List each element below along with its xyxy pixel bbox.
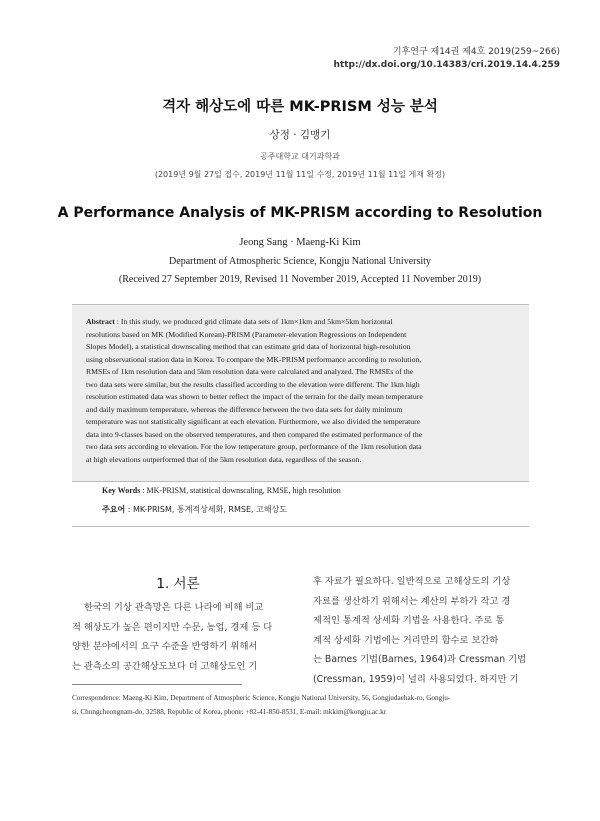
footnote-line: si, Chungcheongnam-do, 32588, Republic of Korea, phone: +82-41-850-8531, E-mail: mkkim@kongju.ac.kr bbox=[72, 708, 387, 716]
body-line: 후 자료가 필요하다. 일반적으로 고해상도의 기상 bbox=[313, 576, 511, 587]
abstract-line: Slopes Model), a statistical downscaling method that can estimate grid data of horizontal high-resolution bbox=[86, 342, 411, 351]
abstract-line: resolutions based on MK (Modified Korean)-PRISM (Parameter-elevation Regressions on Independent bbox=[86, 329, 407, 339]
abstract-label: Abstract bbox=[86, 317, 115, 326]
english-title: A Performance Analysis of MK-PRISM according to Resolution bbox=[57, 205, 543, 221]
journal-citation: 기후연구 제14권 제4호 2019(259~266) bbox=[392, 47, 560, 57]
abstract-line: RMSEs of 1km resolution data and 5km resolution data were calculated and analyzed. The RMSEs of the bbox=[86, 367, 414, 376]
correspondence-footnote bbox=[72, 691, 532, 719]
korean-keywords-text: : MK-PRISM, 통계적상세화, RMSE, 고해상도 bbox=[125, 505, 288, 514]
section-title: 1. 서론 bbox=[156, 576, 200, 592]
abstract-line: resolution estimated data was shown to better reflect the impact of the terrain for the daily mean temperature bbox=[86, 392, 423, 401]
body-line: 양한 분야에서의 요구 수준을 반영하기 위해서 bbox=[72, 641, 258, 652]
doi-link[interactable]: http://dx.doi.org/10.14383/cri.2019.14.4.259 bbox=[333, 60, 560, 70]
korean-dates: (2019년 9월 27일 접수, 2019년 11월 11일 수정, 2019년 11월 11일 게재 확정) bbox=[154, 170, 446, 179]
abstract-line: two data sets were similar, but the results classified according to the elevation were different. The 1km high bbox=[86, 379, 420, 389]
body-line: (Cressman, 1959)이 널리 사용되었다. 하지만 기 bbox=[313, 673, 519, 685]
section-divider bbox=[72, 526, 529, 527]
english-affiliation: Department of Atmospheric Science, Kongju National University bbox=[169, 256, 431, 267]
footnote-divider bbox=[72, 684, 242, 685]
korean-affiliation: 공주대학교 대기과학과 bbox=[260, 152, 340, 161]
korean-keywords bbox=[102, 504, 287, 515]
left-column bbox=[72, 598, 284, 676]
abstract-box bbox=[72, 304, 529, 482]
abstract-line: data into 9-classes based on the observed temperatures, and then compared the estimated performance of the bbox=[86, 429, 423, 439]
body-line: 적 해상도가 높은 편이지만 수문, 농업, 경제 등 다 bbox=[72, 621, 273, 633]
abstract-line: and daily maximum temperature, whereas the difference between the two data sets for daily minimum bbox=[86, 404, 403, 414]
english-keywords bbox=[102, 486, 341, 495]
english-dates: (Received 27 September 2019, Revised 11 November 2019, Accepted 11 November 2019) bbox=[118, 274, 482, 285]
abstract-line: Abstract : In this study, we produced grid climate data sets of 1km×1km and 5km×5km horizontal bbox=[86, 317, 393, 326]
korean-authors: 상정 · 김맹기 bbox=[269, 129, 331, 141]
body-line: 제적인 통계적 상세화 기법을 사용한다. 주로 통 bbox=[313, 615, 505, 626]
abstract-line: two data sets according to elevation. For the low temperature group, performance of the 1km resolution data bbox=[86, 442, 422, 451]
right-column bbox=[313, 572, 529, 689]
english-authors: Jeong Sang · Maeng-Ki Kim bbox=[239, 237, 361, 248]
body-line: 는 Barnes 기법(Barnes, 1964)과 Cressman 기법 bbox=[313, 654, 527, 665]
body-line: 계적 상세화 기법에는 거리만의 함수로 보간하 bbox=[313, 634, 499, 646]
abstract-line: temperature was not statistically significant at each elevation. Furthermore, we also divided the temperature bbox=[86, 417, 421, 426]
abstract-line: using observational station data in Korea. To compare the MK-PRISM performance according to resolution, bbox=[86, 354, 422, 364]
footnote-line: Correspondence: Maeng-Ki Kim, Department of Atmospheric Science, Kongju National University, 56, Gongjudaehak-ro, Gongju- bbox=[72, 694, 451, 702]
keywords-text: : MK-PRISM, statistical downscaling, RMSE, high resolution bbox=[140, 486, 341, 495]
keywords-label: Key Words bbox=[102, 486, 141, 495]
body-line: 자료를 생산하기 위해서는 계산의 부하가 작고 경 bbox=[313, 595, 511, 607]
body-line: 는 관측소의 공간해상도보다 더 고해상도인 기 bbox=[72, 660, 258, 672]
korean-title: 격자 해상도에 따른 MK-PRISM 성능 분석 bbox=[162, 99, 438, 115]
abstract-line: at high elevations outperformed that of the 5km resolution data, regardless of the season. bbox=[86, 454, 362, 464]
body-line: 한국의 기상 관측망은 다른 나라에 비해 비교 bbox=[84, 602, 264, 613]
korean-keywords-label: 주요어 bbox=[102, 505, 126, 514]
